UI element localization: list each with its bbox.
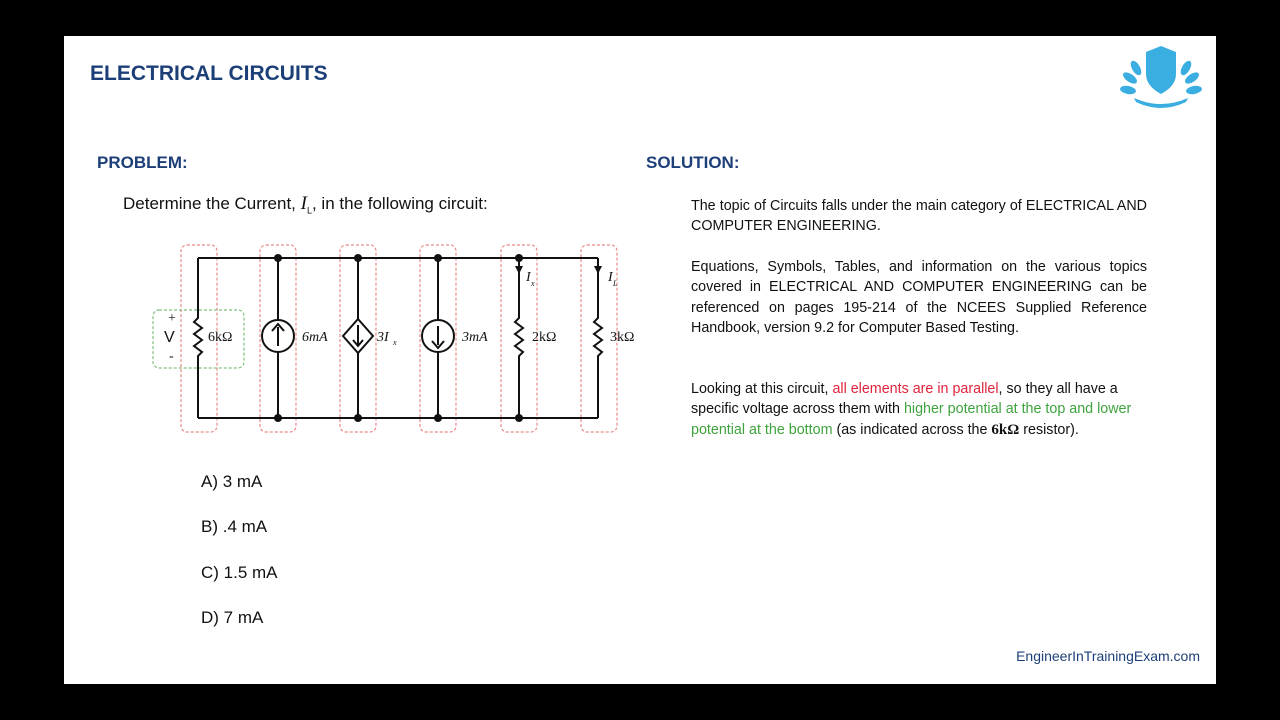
p3-a: Looking at this circuit, (691, 381, 833, 397)
resistor-3k (594, 258, 602, 418)
problem-heading: PROBLEM: (97, 153, 188, 172)
dependent-source-sub: x (393, 338, 397, 347)
slide (64, 36, 1216, 684)
resistor-6k-label: 6kΩ (208, 330, 233, 345)
p3-b: , so they all have a specific voltage across them with (691, 381, 1118, 418)
question-before: Determine the Current, (123, 194, 296, 213)
il-sub: L (613, 279, 618, 288)
current-symbol: I (300, 193, 307, 214)
solution-heading: SOLUTION: (646, 153, 740, 172)
resistor-3k-label: 3kΩ (610, 330, 635, 345)
solution-paragraph-1: The topic of Circuits falls under the main category of ELECTRICAL AND COMPUTER ENGINEERING. (691, 198, 1147, 235)
question-after: , in the following circuit: (311, 194, 488, 213)
page-title: ELECTRICAL CIRCUITS (90, 62, 328, 85)
voltage-plus: + (168, 311, 176, 326)
p3-d: resistor). (1019, 421, 1079, 438)
il-arrow (594, 266, 602, 274)
footer-website[interactable]: EngineerInTrainingExam.com (1016, 648, 1200, 664)
choice-b[interactable]: B) .4 mA (201, 517, 268, 536)
p3-resistor: 6kΩ (991, 421, 1020, 438)
il-label: I (608, 270, 613, 285)
resistor-2k-label: 2kΩ (532, 330, 557, 345)
resistor-2k (515, 258, 523, 418)
circuit-diagram (150, 236, 670, 436)
p3-c: (as indicated across the (832, 421, 992, 438)
current-subscript: L (306, 205, 312, 216)
solution-paragraph-2: Equations, Symbols, Tables, and information on the various topics covered in ELECTRICAL AND COMPUTER ENGINEERING can be referenced on pages 195-214 of the NCEES Supplied Reference Handbook, version 9.2 for Computer Based Testing. (691, 259, 1147, 336)
choice-c[interactable]: C) 1.5 mA (201, 563, 278, 582)
question-text (123, 193, 488, 215)
source-6mA-label: 6mA (302, 330, 328, 345)
shield-laurel-icon (1116, 40, 1206, 110)
source-3mA-label: 3mA (462, 330, 488, 345)
voltage-label: V (164, 329, 175, 346)
voltage-minus: - (169, 349, 174, 364)
dependent-source-label: 3I (377, 330, 389, 345)
p3-red-highlight: all elements are in parallel (832, 381, 999, 397)
ix-label: I (526, 270, 531, 285)
resistor-6k (194, 258, 202, 418)
solution-paragraph-3 (691, 379, 1147, 440)
choice-d[interactable]: D) 7 mA (201, 608, 264, 627)
p3-green-highlight: higher potential at the top and lower potential at the bottom (691, 401, 1132, 438)
choice-a[interactable]: A) 3 mA (201, 472, 263, 491)
ix-sub: x (531, 279, 535, 288)
